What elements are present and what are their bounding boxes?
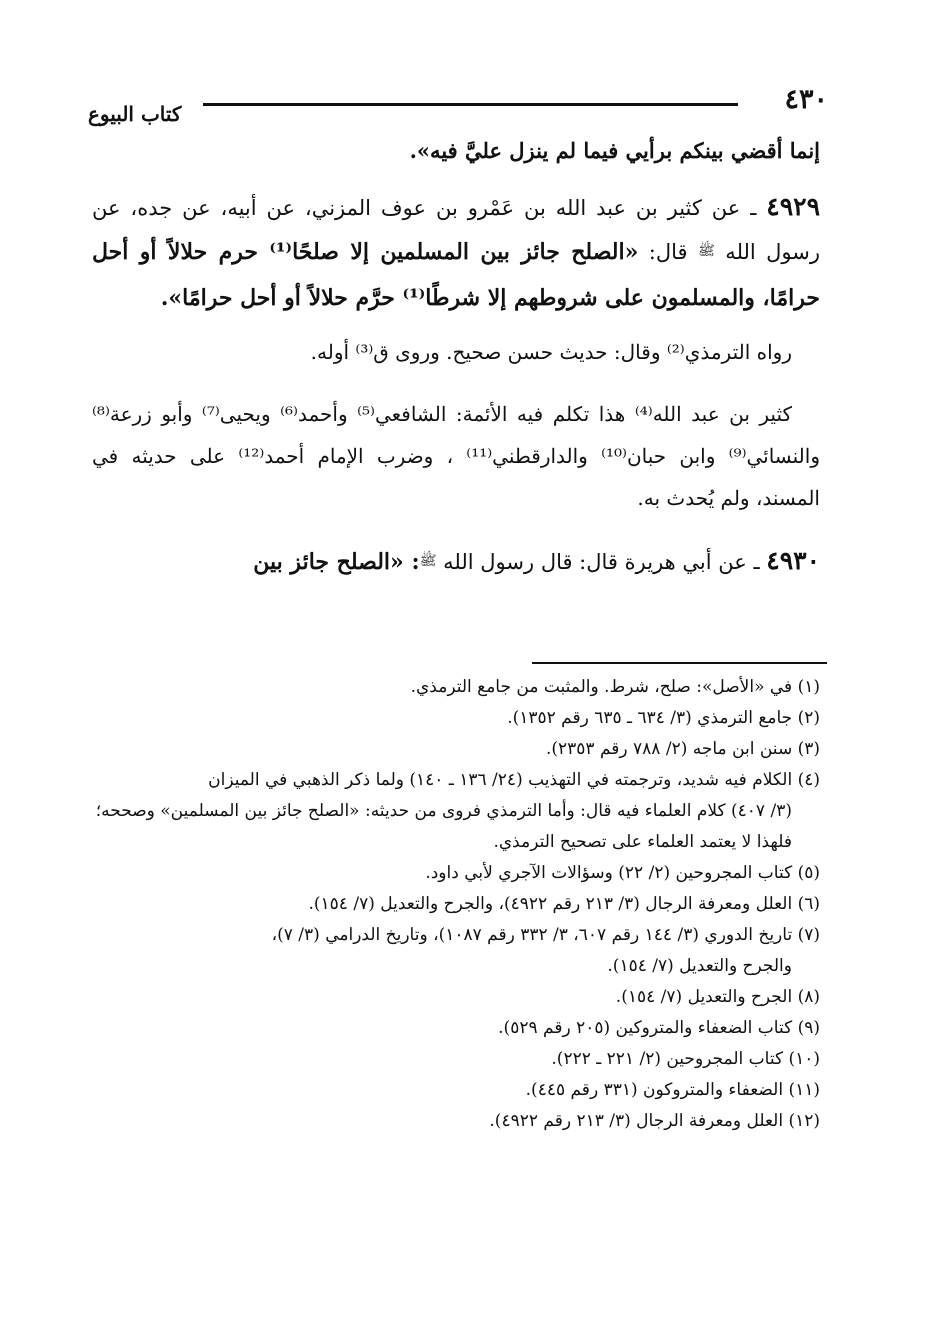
hadith-said: قال:: [638, 240, 698, 264]
footnote-text: (١١) الضعفاء والمتروكون (٣٣١ رقم ٤٤٥).: [525, 1080, 820, 1100]
footnote: [92, 858, 820, 889]
footnote-text: (٣) سنن ابن ماجه (٢/ ٧٨٨ رقم ٢٣٥٣).: [545, 739, 820, 759]
footnote-text: (٨) الجرح والتعديل (٧/ ١٥٤).: [615, 987, 820, 1007]
footnote: [92, 672, 820, 703]
footnote-text: (٦) العلل ومعرفة الرجال (٣/ ٢١٣ رقم ٤٩٢٢)، والجرح والتعديل (٧/ ١٥٤).: [308, 894, 820, 914]
footnote: [92, 1044, 820, 1075]
hadith-chain: ـ عن كثير بن عبد الله بن عَمْرو بن عوف المزني، عن أبيه، عن جده، عن رسول الله: [92, 196, 821, 264]
header-rule: [203, 103, 738, 106]
footnote-text: (١٠) كتاب المجروحين (٢/ ٢٢١ ـ ٢٢٢).: [551, 1049, 820, 1069]
footnote: [92, 1075, 820, 1106]
hadith-quote: : «الصلح جائز بين: [253, 549, 420, 575]
footnotes-list: [92, 672, 820, 1137]
footnote-separator: [532, 662, 827, 664]
footnote: [92, 1013, 820, 1044]
footnote-text: (٢) جامع الترمذي (٣/ ٦٣٤ ـ ٦٣٥ رقم ١٣٥٢).: [507, 708, 820, 728]
footnote: [92, 920, 820, 982]
footnote-text: (١٢) العلل ومعرفة الرجال (٣/ ٢١٣ رقم ٤٩٢٢).: [489, 1111, 820, 1131]
footnote: [92, 982, 820, 1013]
narrator-note: كثير بن عبد الله⁽⁴⁾ هذا تكلم فيه الأئمة: الشافعي⁽⁵⁾ وأحمد⁽⁶⁾ ويحيى⁽⁷⁾ وأبو زرعة⁽⁸⁾ والنسائي⁽⁹⁾ وابن حبان⁽¹⁰⁾ والدارقطني⁽¹¹⁾ ، وضرب الإمام أحمد⁽¹²⁾ على حديثه في المسند، ولم يُحدث به.: [92, 402, 820, 510]
footnote: [92, 889, 820, 920]
main-text: [92, 130, 820, 585]
footnote-continuation: (٣/ ٤٠٧) كلام العلماء فيه قال: وأما الترمذي فروى من حديثه: «الصلح جائز بين المسلمين» وصححه؛ فلهذا لا يعتمد العلماء على تصحيح الترمذي.: [95, 801, 792, 852]
footnote: [92, 734, 820, 765]
hadith-number: ٤٩٣٠: [766, 546, 820, 575]
footnote-text: (٩) كتاب الضعفاء والمتروكين (٢٠٥ رقم ٥٢٩).: [498, 1018, 820, 1038]
footnote: [92, 703, 820, 734]
page-number: ٤٣٠: [784, 84, 828, 115]
footnote: [92, 765, 820, 858]
hadith-4929: [92, 186, 820, 321]
hadith-chain: ـ عن أبي هريرة قال: قال رسول الله: [436, 550, 767, 574]
footnote-text: (١) في «الأصل»: صلح، شرط. والمثبت من جامع الترمذي.: [410, 677, 820, 697]
footnote-continuation: والجرح والتعديل (٧/ ١٥٤).: [607, 956, 792, 976]
salutation-glyph: ﷺ: [697, 243, 715, 259]
page-header: [88, 84, 828, 124]
footnote: [92, 1106, 820, 1137]
hadith-quote: «الصلح جائز بين المسلمين إلا صلحًا⁽¹⁾ حرم حلالاً أو أحل حرامًا، والمسلمون على شروطهم إلا شرطًا⁽¹⁾ حرَّم حلالاً أو أحل حرامًا».: [92, 239, 820, 311]
hadith-number: ٤٩٢٩: [766, 192, 820, 221]
running-title: كتاب البيوع: [88, 102, 182, 126]
opening-line: إنما أقضي بينكم برأيي فيما لم ينزل عليَّ فيه».: [409, 138, 820, 163]
salutation-glyph: ﷺ: [419, 553, 437, 569]
footnote-text: (٧) تاريخ الدوري (٣/ ١٤٤ رقم ٦٠٧، ٣/ ٣٣٢ رقم ١٠٨٧)، وتاريخ الدرامي (٣/ ٧)،: [271, 925, 820, 945]
narration-note: رواه الترمذي⁽²⁾ وقال: حديث حسن صحيح. وروى ق⁽³⁾ أوله.: [310, 340, 792, 364]
footnote-text: (٥) كتاب المجروحين (٢/ ٢٢) وسؤالات الآجري لأبي داود.: [425, 863, 820, 883]
hadith-4930: [92, 539, 820, 585]
footnote-text: (٤) الكلام فيه شديد، وترجمته في التهذيب (٢٤/ ١٣٦ ـ ١٤٠) ولما ذكر الذهبي في الميزان: [208, 770, 820, 790]
